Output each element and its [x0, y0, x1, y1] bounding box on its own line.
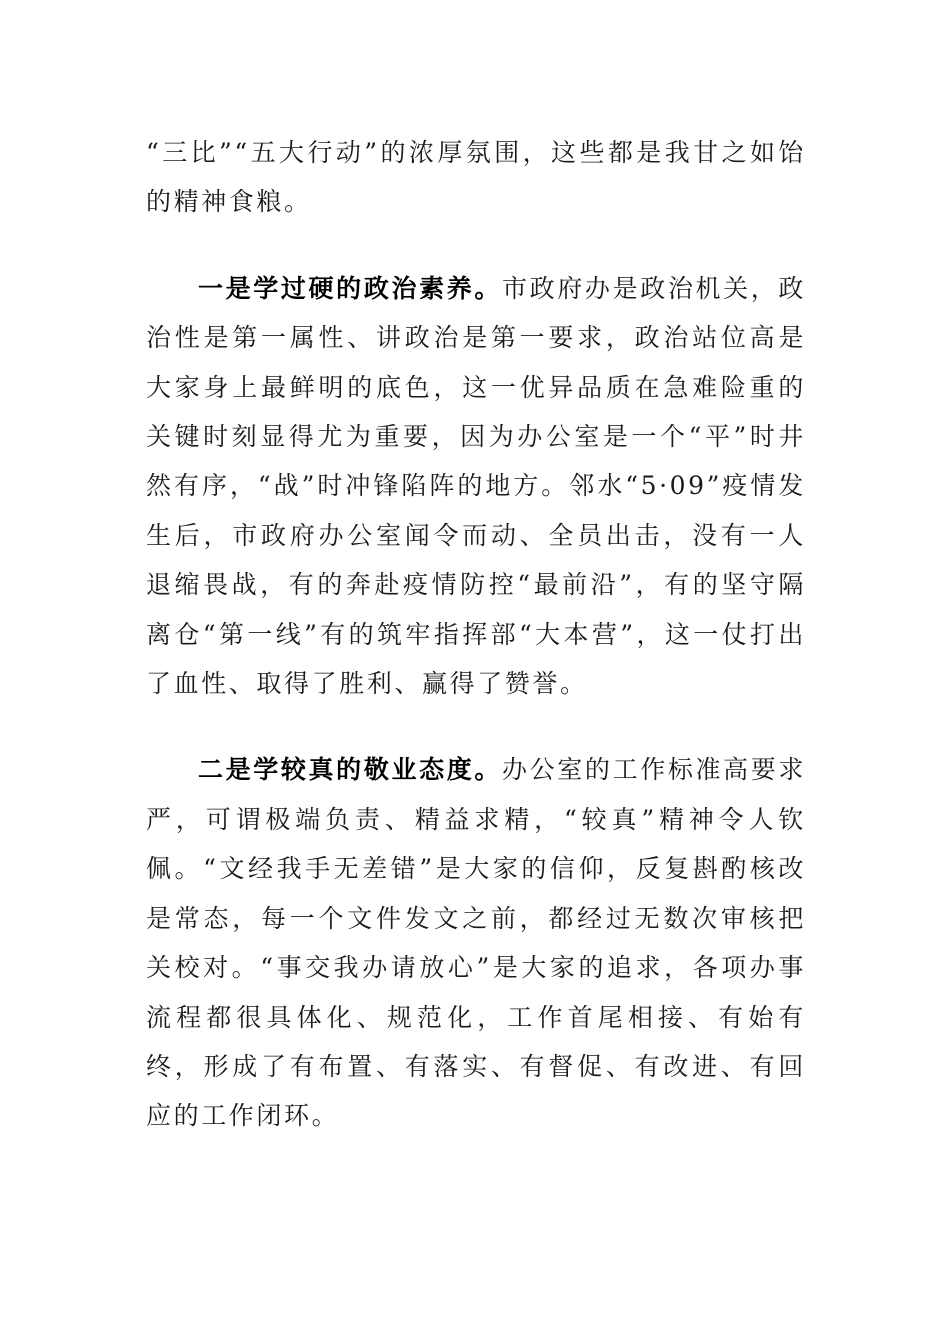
document-body	[146, 128, 806, 1141]
paragraph-text: 办公室的工作标准高要求严，可谓极端负责、精益求精，“较真”精神令人钦佩。“文经我手无差错”是大家的信仰，反复斟酌核改是常态，每一个文件发文之前，都经过无数次审核把关校对。“事交我办请放心”是大家的追求，各项办事流程都很具体化、规范化，工作首尾相接、有始有终，形成了有布置、有落实、有督促、有改进、有回应的工作闭环。	[146, 755, 806, 1131]
paragraph-text: “三比”“五大行动”的浓厚氛围，这些都是我甘之如饴的精神食粮。	[146, 138, 806, 217]
paragraph-text: 市政府办是政治机关，政治性是第一属性、讲政治是第一要求，政治站位高是大家身上最鲜明的底色，这一优异品质在急难险重的关键时刻显得尤为重要，因为办公室是一个“平”时井然有序，“战”时冲锋陷阵的地方。邻水“5·09”疫情发生后，市政府办公室闻令而动、全员出击，没有一人退缩畏战，有的奔赴疫情防控“最前沿”，有的坚守隔离仓“第一线”有的筑牢指挥部“大本营”，这一仗打出了血性、取得了胜利、赢得了赞誉。	[146, 273, 806, 699]
paragraph-continuation	[146, 128, 806, 227]
paragraph-heading: 二是学较真的敬业态度。	[198, 755, 503, 785]
paragraph-heading: 一是学过硬的政治素养。	[198, 273, 503, 303]
paragraph-political-quality	[146, 264, 806, 709]
paragraph-work-attitude	[146, 745, 806, 1140]
